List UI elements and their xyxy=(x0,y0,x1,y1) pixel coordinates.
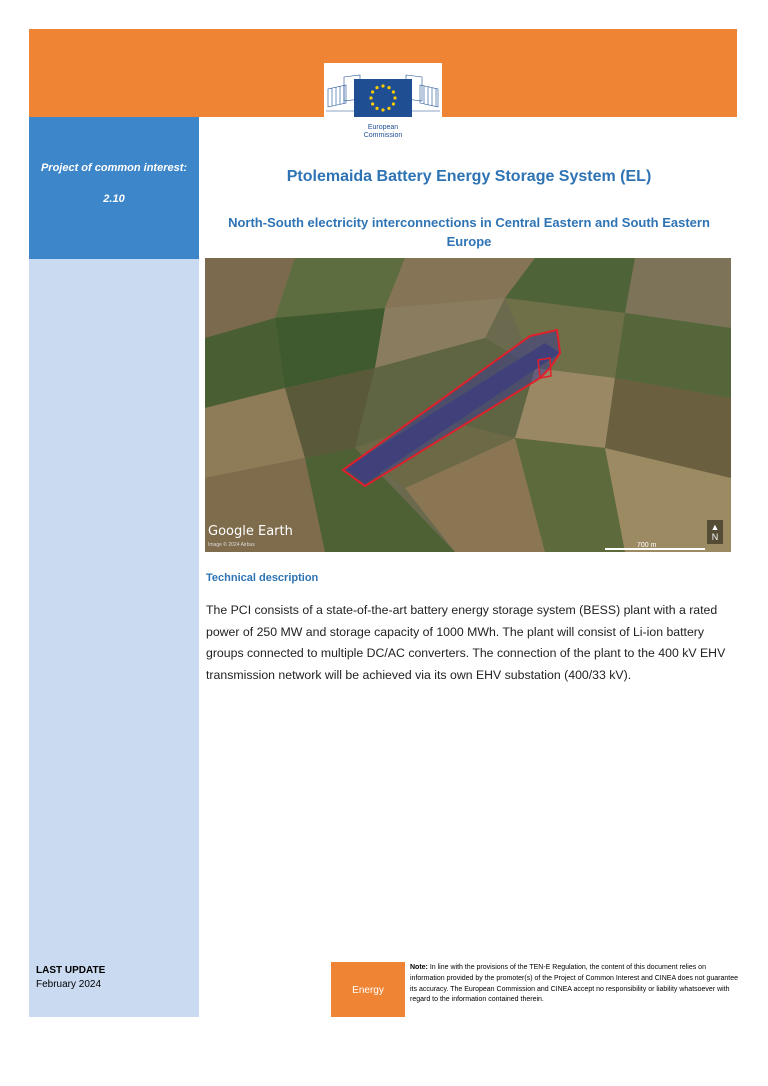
note-text: In line with the provisions of the TEN-E Regulation, the content of this document relies on information provided by the promoter(s) of the Project of Common Interest and CINEA does not guarantee its accuracy. The European Commission and CINEA accept no responsibility or liability whatsoever with regard to the information contained therein. xyxy=(410,964,739,1004)
sidebar-header xyxy=(29,117,199,259)
last-update-date: February 2024 xyxy=(36,979,102,990)
european-commission-logo-icon xyxy=(324,63,442,123)
logo-text-commission: Commission xyxy=(363,132,403,139)
last-update-label: LAST UPDATE xyxy=(36,965,106,976)
technical-body: The PCI consists of a state-of-the-art battery energy storage system (BESS) plant with a rated power of 250 MW and storage capacity of 1000 MWh. The plant will consist of Li-ion battery groups connected to multiple DC/AC converters. The connection of the plant to the 400 kV EHV transmission network will be achieved via its own EHV substation (400/33 kV). xyxy=(206,603,726,682)
technical-heading: Technical description xyxy=(206,572,319,584)
european-commission-logo xyxy=(324,63,442,151)
map-credit: Image © 2024 Airbus xyxy=(208,542,255,548)
satellite-map xyxy=(205,258,731,552)
map-brand: Google Earth xyxy=(208,524,293,539)
page-title: Ptolemaida Battery Energy Storage System (EL) xyxy=(286,168,652,185)
pci-label: Project of common interest: xyxy=(40,162,188,174)
map-scale-label: 700 m xyxy=(637,542,657,549)
logo-text-european: European xyxy=(367,124,399,131)
north-arrow-icon: ▲ N xyxy=(707,520,723,544)
page-subtitle: North-South electricity interconnections in Central Eastern and South Eastern Europe xyxy=(228,215,710,249)
pci-number: 2.10 xyxy=(103,193,125,205)
north-label: N xyxy=(711,532,719,542)
satellite-image-icon xyxy=(205,258,731,552)
note-label: Note: xyxy=(410,964,428,971)
disclaimer-note xyxy=(410,963,738,1006)
category-label: Energy xyxy=(352,985,384,996)
